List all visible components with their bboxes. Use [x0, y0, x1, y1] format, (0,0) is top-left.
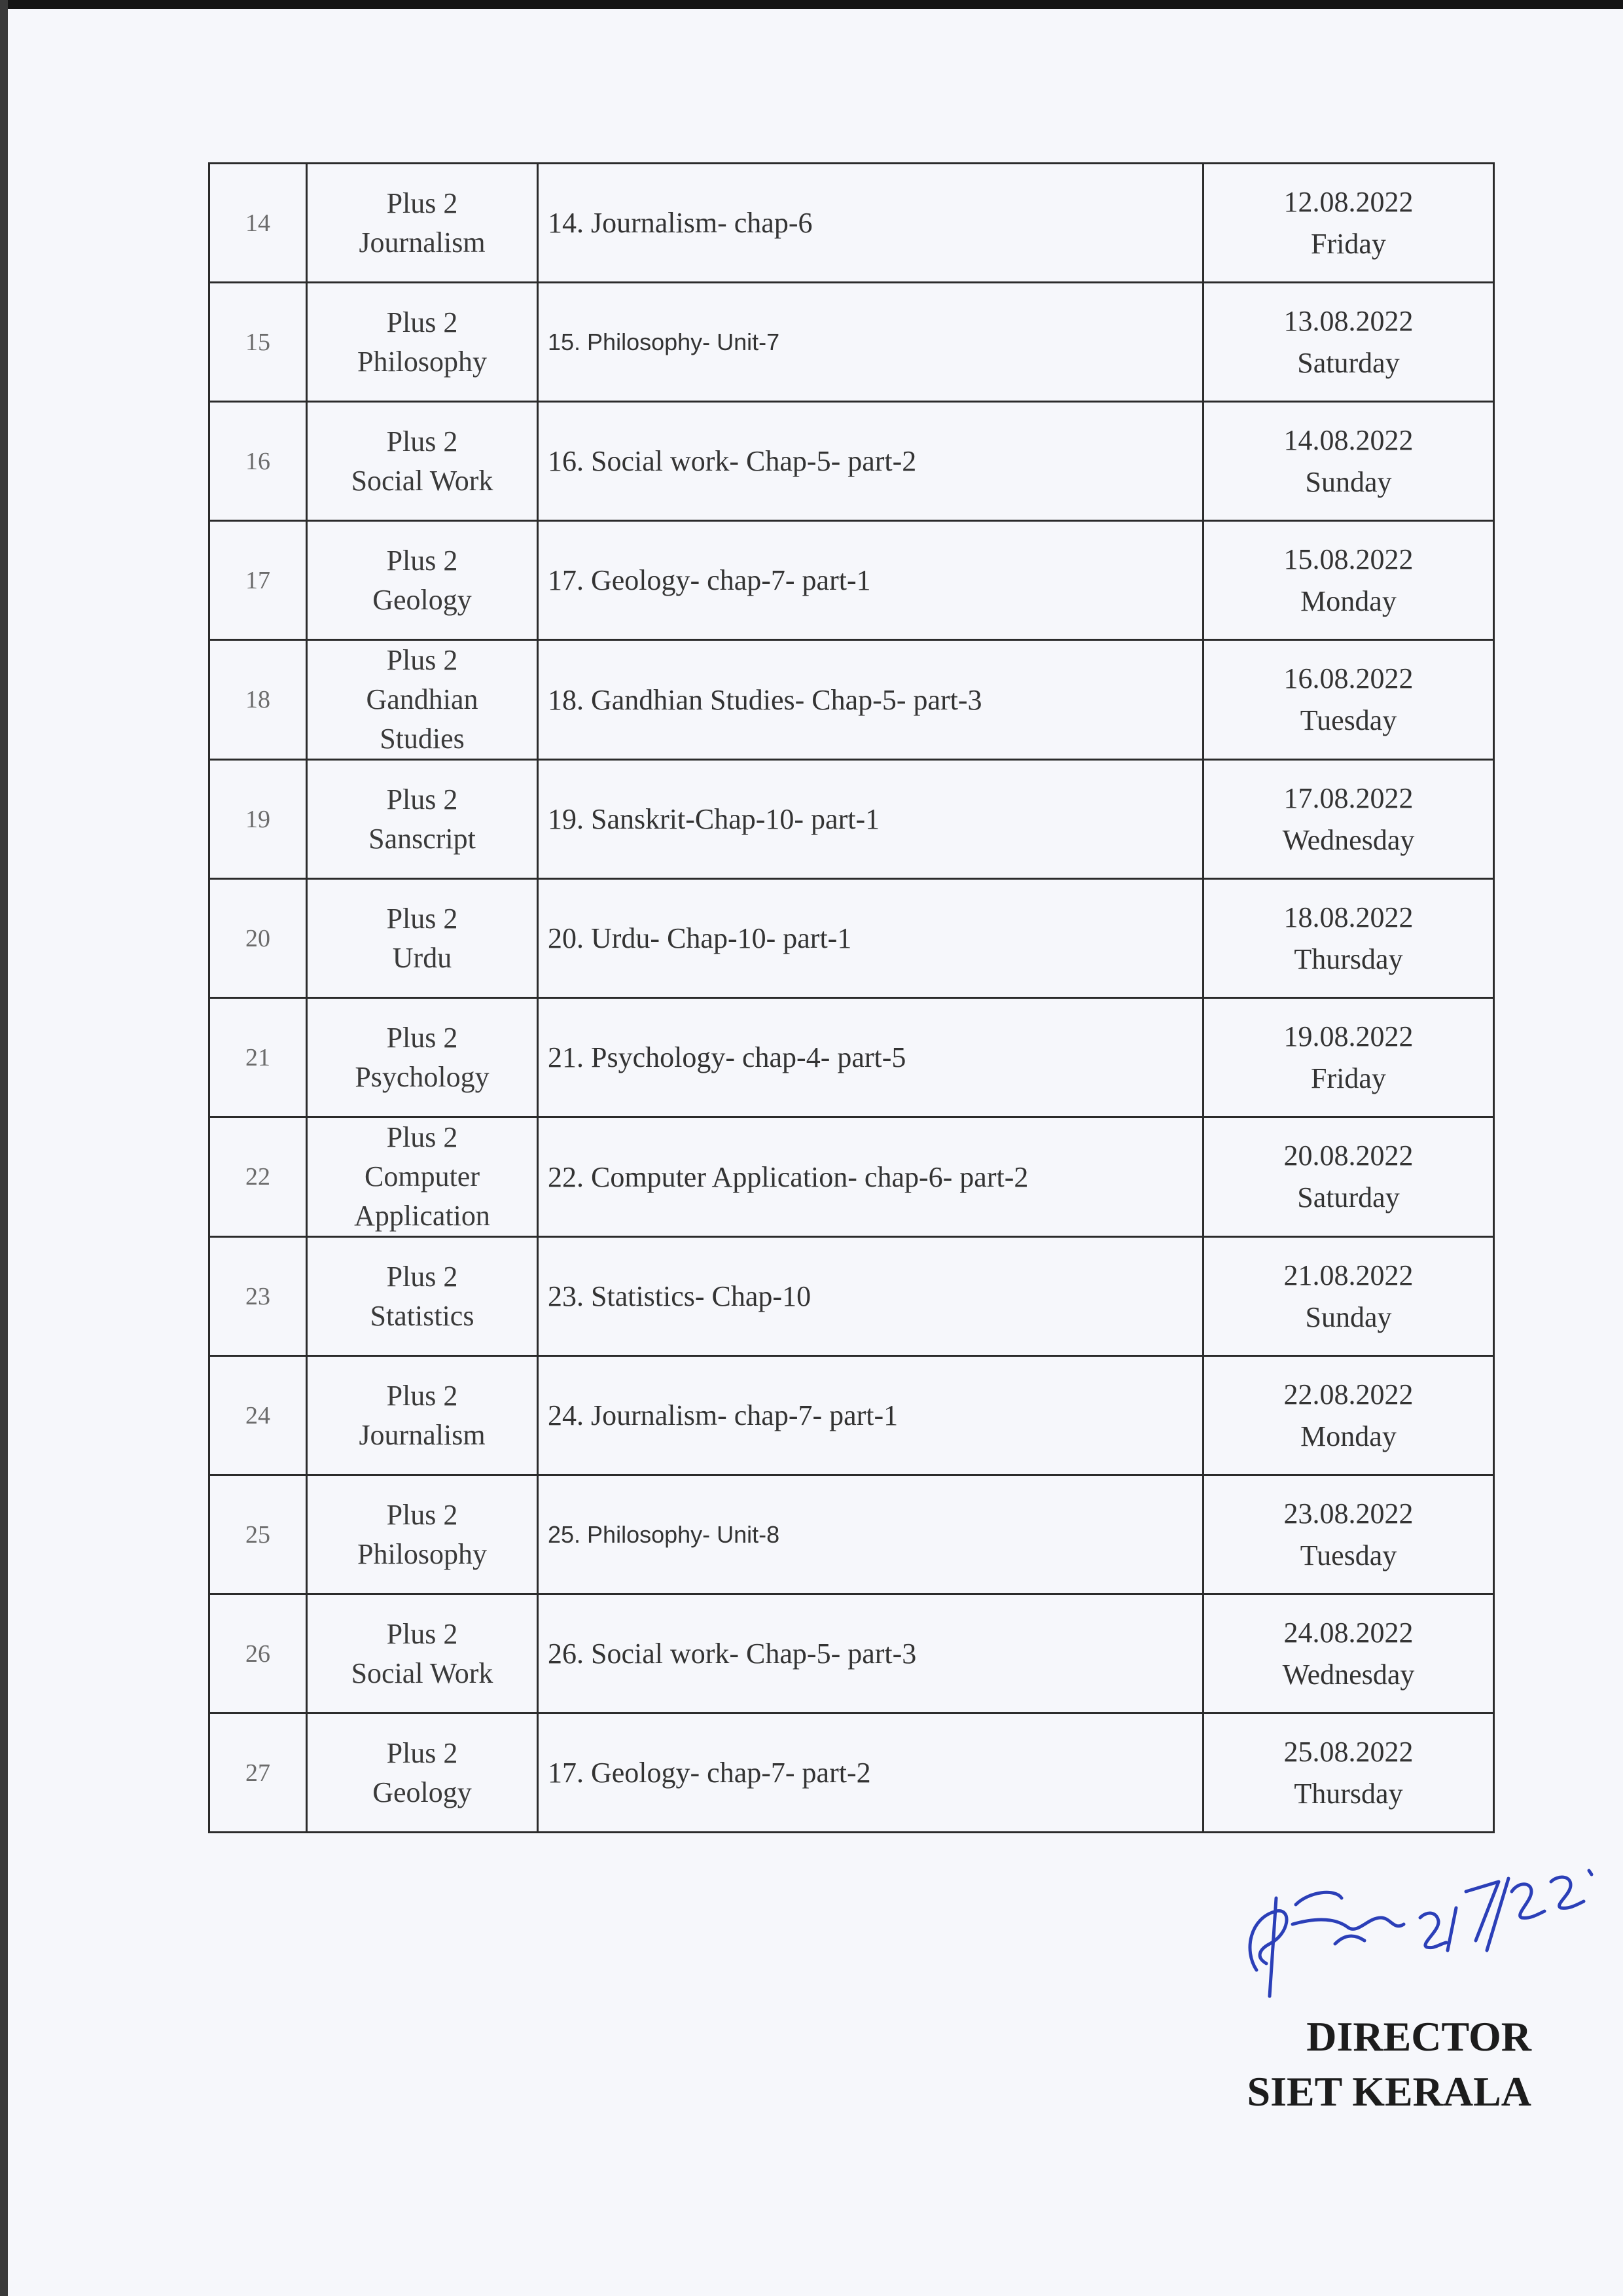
table-row: [209, 760, 1494, 879]
topic-cell: 22. Computer Application- chap-6- part-2: [538, 1117, 1204, 1237]
date-text: 21.08.2022: [1283, 1259, 1414, 1291]
class-line: Social Work: [351, 464, 493, 497]
class-line: Sanscript: [368, 822, 476, 855]
date-text: 25.08.2022: [1283, 1735, 1414, 1768]
date-cell: [1204, 879, 1494, 998]
date-cell: [1204, 1237, 1494, 1356]
class-line: Statistics: [370, 1299, 474, 1332]
day-text: Friday: [1311, 1062, 1386, 1094]
class-line: Plus 2: [386, 902, 458, 935]
topic-cell: 19. Sanskrit-Chap-10- part-1: [538, 760, 1204, 879]
row-number: 18: [209, 640, 307, 760]
topic-cell: 18. Gandhian Studies- Chap-5- part-3: [538, 640, 1204, 760]
row-number: 26: [209, 1594, 307, 1713]
class-cell: [307, 1356, 538, 1475]
class-line: Philosophy: [357, 345, 488, 378]
day-text: Wednesday: [1282, 1658, 1415, 1691]
class-line: Plus 2: [386, 644, 458, 676]
row-number: 14: [209, 164, 307, 283]
date-cell: [1204, 1356, 1494, 1475]
class-line: Plus 2: [386, 187, 458, 219]
day-text: Monday: [1300, 1420, 1397, 1452]
day-text: Saturday: [1297, 1181, 1400, 1213]
topic-cell: 17. Geology- chap-7- part-2: [538, 1713, 1204, 1833]
topic-cell: 21. Psychology- chap-4- part-5: [538, 998, 1204, 1117]
date-cell: [1204, 640, 1494, 760]
date-text: 12.08.2022: [1283, 185, 1414, 218]
table-row: [209, 1237, 1494, 1356]
class-cell: [307, 1713, 538, 1833]
class-line: Journalism: [359, 1418, 486, 1451]
table-row: [209, 164, 1494, 283]
table-row: [209, 1475, 1494, 1594]
class-cell: [307, 521, 538, 640]
class-line: Plus 2: [386, 544, 458, 577]
class-cell: [307, 640, 538, 760]
topic-cell: 14. Journalism- chap-6: [538, 164, 1204, 283]
class-line: Social Work: [351, 1657, 493, 1689]
row-number: 16: [209, 402, 307, 521]
date-cell: [1204, 1117, 1494, 1237]
date-text: 16.08.2022: [1283, 662, 1414, 694]
topic-cell: 26. Social work- Chap-5- part-3: [538, 1594, 1204, 1713]
class-line: Plus 2: [386, 425, 458, 457]
class-cell: [307, 1475, 538, 1594]
day-text: Tuesday: [1300, 1539, 1397, 1571]
day-text: Thursday: [1294, 942, 1403, 975]
date-cell: [1204, 521, 1494, 640]
handwritten-signature: [1230, 1820, 1597, 2016]
class-line: Plus 2: [386, 1379, 458, 1412]
class-cell: [307, 879, 538, 998]
scan-top-edge: [0, 0, 1623, 9]
topic-cell: 17. Geology- chap-7- part-1: [538, 521, 1204, 640]
class-line: Plus 2: [386, 1736, 458, 1769]
class-cell: [307, 164, 538, 283]
class-line: Geology: [372, 1776, 472, 1808]
row-number: 22: [209, 1117, 307, 1237]
class-cell: [307, 998, 538, 1117]
date-cell: [1204, 164, 1494, 283]
class-cell: [307, 1237, 538, 1356]
class-line: Studies: [380, 723, 465, 755]
scan-left-edge: [0, 0, 8, 2296]
table-row: [209, 879, 1494, 998]
table-row: [209, 1594, 1494, 1713]
row-number: 27: [209, 1713, 307, 1833]
topic-cell: 16. Social work- Chap-5- part-2: [538, 402, 1204, 521]
table-row: [209, 1117, 1494, 1237]
row-number: 25: [209, 1475, 307, 1594]
class-line: Gandhian: [366, 683, 478, 715]
class-cell: [307, 760, 538, 879]
signatory-organization: SIET KERALA: [1247, 2068, 1531, 2115]
class-cell: [307, 1117, 538, 1237]
class-line: Plus 2: [386, 783, 458, 816]
class-line: Computer: [365, 1160, 480, 1193]
table-row: [209, 402, 1494, 521]
date-text: 23.08.2022: [1283, 1497, 1414, 1530]
signatory-title: DIRECTOR: [1306, 2013, 1531, 2060]
date-text: 18.08.2022: [1283, 901, 1414, 933]
class-line: Journalism: [359, 226, 486, 259]
day-text: Sunday: [1305, 465, 1392, 498]
topic-cell: 23. Statistics- Chap-10: [538, 1237, 1204, 1356]
date-text: 14.08.2022: [1283, 423, 1414, 456]
table-row: [209, 1713, 1494, 1833]
date-text: 22.08.2022: [1283, 1378, 1414, 1410]
date-cell: [1204, 1594, 1494, 1713]
class-cell: [307, 402, 538, 521]
row-number: 17: [209, 521, 307, 640]
schedule-rows: [209, 164, 1494, 1833]
class-line: Geology: [372, 583, 472, 616]
class-line: Plus 2: [386, 1498, 458, 1531]
topic-cell: 25. Philosophy- Unit-8: [538, 1475, 1204, 1594]
class-line: Plus 2: [386, 1260, 458, 1293]
class-line: Plus 2: [386, 1121, 458, 1153]
day-text: Monday: [1300, 584, 1397, 617]
table-row: [209, 1356, 1494, 1475]
class-line: Application: [354, 1200, 490, 1232]
topic-cell: 24. Journalism- chap-7- part-1: [538, 1356, 1204, 1475]
topic-cell: 20. Urdu- Chap-10- part-1: [538, 879, 1204, 998]
date-text: 19.08.2022: [1283, 1020, 1414, 1052]
class-cell: [307, 283, 538, 402]
table-row: [209, 283, 1494, 402]
class-line: Psychology: [355, 1060, 490, 1093]
date-cell: [1204, 402, 1494, 521]
table-row: [209, 640, 1494, 760]
table-row: [209, 998, 1494, 1117]
date-text: 20.08.2022: [1283, 1139, 1414, 1172]
row-number: 23: [209, 1237, 307, 1356]
date-cell: [1204, 998, 1494, 1117]
topic-cell: 15. Philosophy- Unit-7: [538, 283, 1204, 402]
row-number: 24: [209, 1356, 307, 1475]
row-number: 20: [209, 879, 307, 998]
day-text: Sunday: [1305, 1300, 1392, 1333]
day-text: Wednesday: [1282, 823, 1415, 856]
class-cell: [307, 1594, 538, 1713]
date-text: 15.08.2022: [1283, 543, 1414, 575]
day-text: Saturday: [1297, 346, 1400, 379]
date-text: 17.08.2022: [1283, 781, 1414, 814]
date-cell: [1204, 1475, 1494, 1594]
date-cell: [1204, 283, 1494, 402]
date-cell: [1204, 1713, 1494, 1833]
date-text: 13.08.2022: [1283, 304, 1414, 337]
class-line: Plus 2: [386, 1617, 458, 1650]
row-number: 21: [209, 998, 307, 1117]
class-line: Plus 2: [386, 1021, 458, 1054]
signatory-block: [1217, 2009, 1531, 2119]
class-line: Plus 2: [386, 306, 458, 338]
day-text: Friday: [1311, 227, 1386, 260]
table-row: [209, 521, 1494, 640]
day-text: Tuesday: [1300, 704, 1397, 736]
class-line: Urdu: [392, 941, 452, 974]
date-cell: [1204, 760, 1494, 879]
date-text: 24.08.2022: [1283, 1616, 1414, 1649]
class-line: Philosophy: [357, 1537, 488, 1570]
day-text: Thursday: [1294, 1777, 1403, 1810]
row-number: 19: [209, 760, 307, 879]
schedule-table: [208, 162, 1495, 1833]
row-number: 15: [209, 283, 307, 402]
